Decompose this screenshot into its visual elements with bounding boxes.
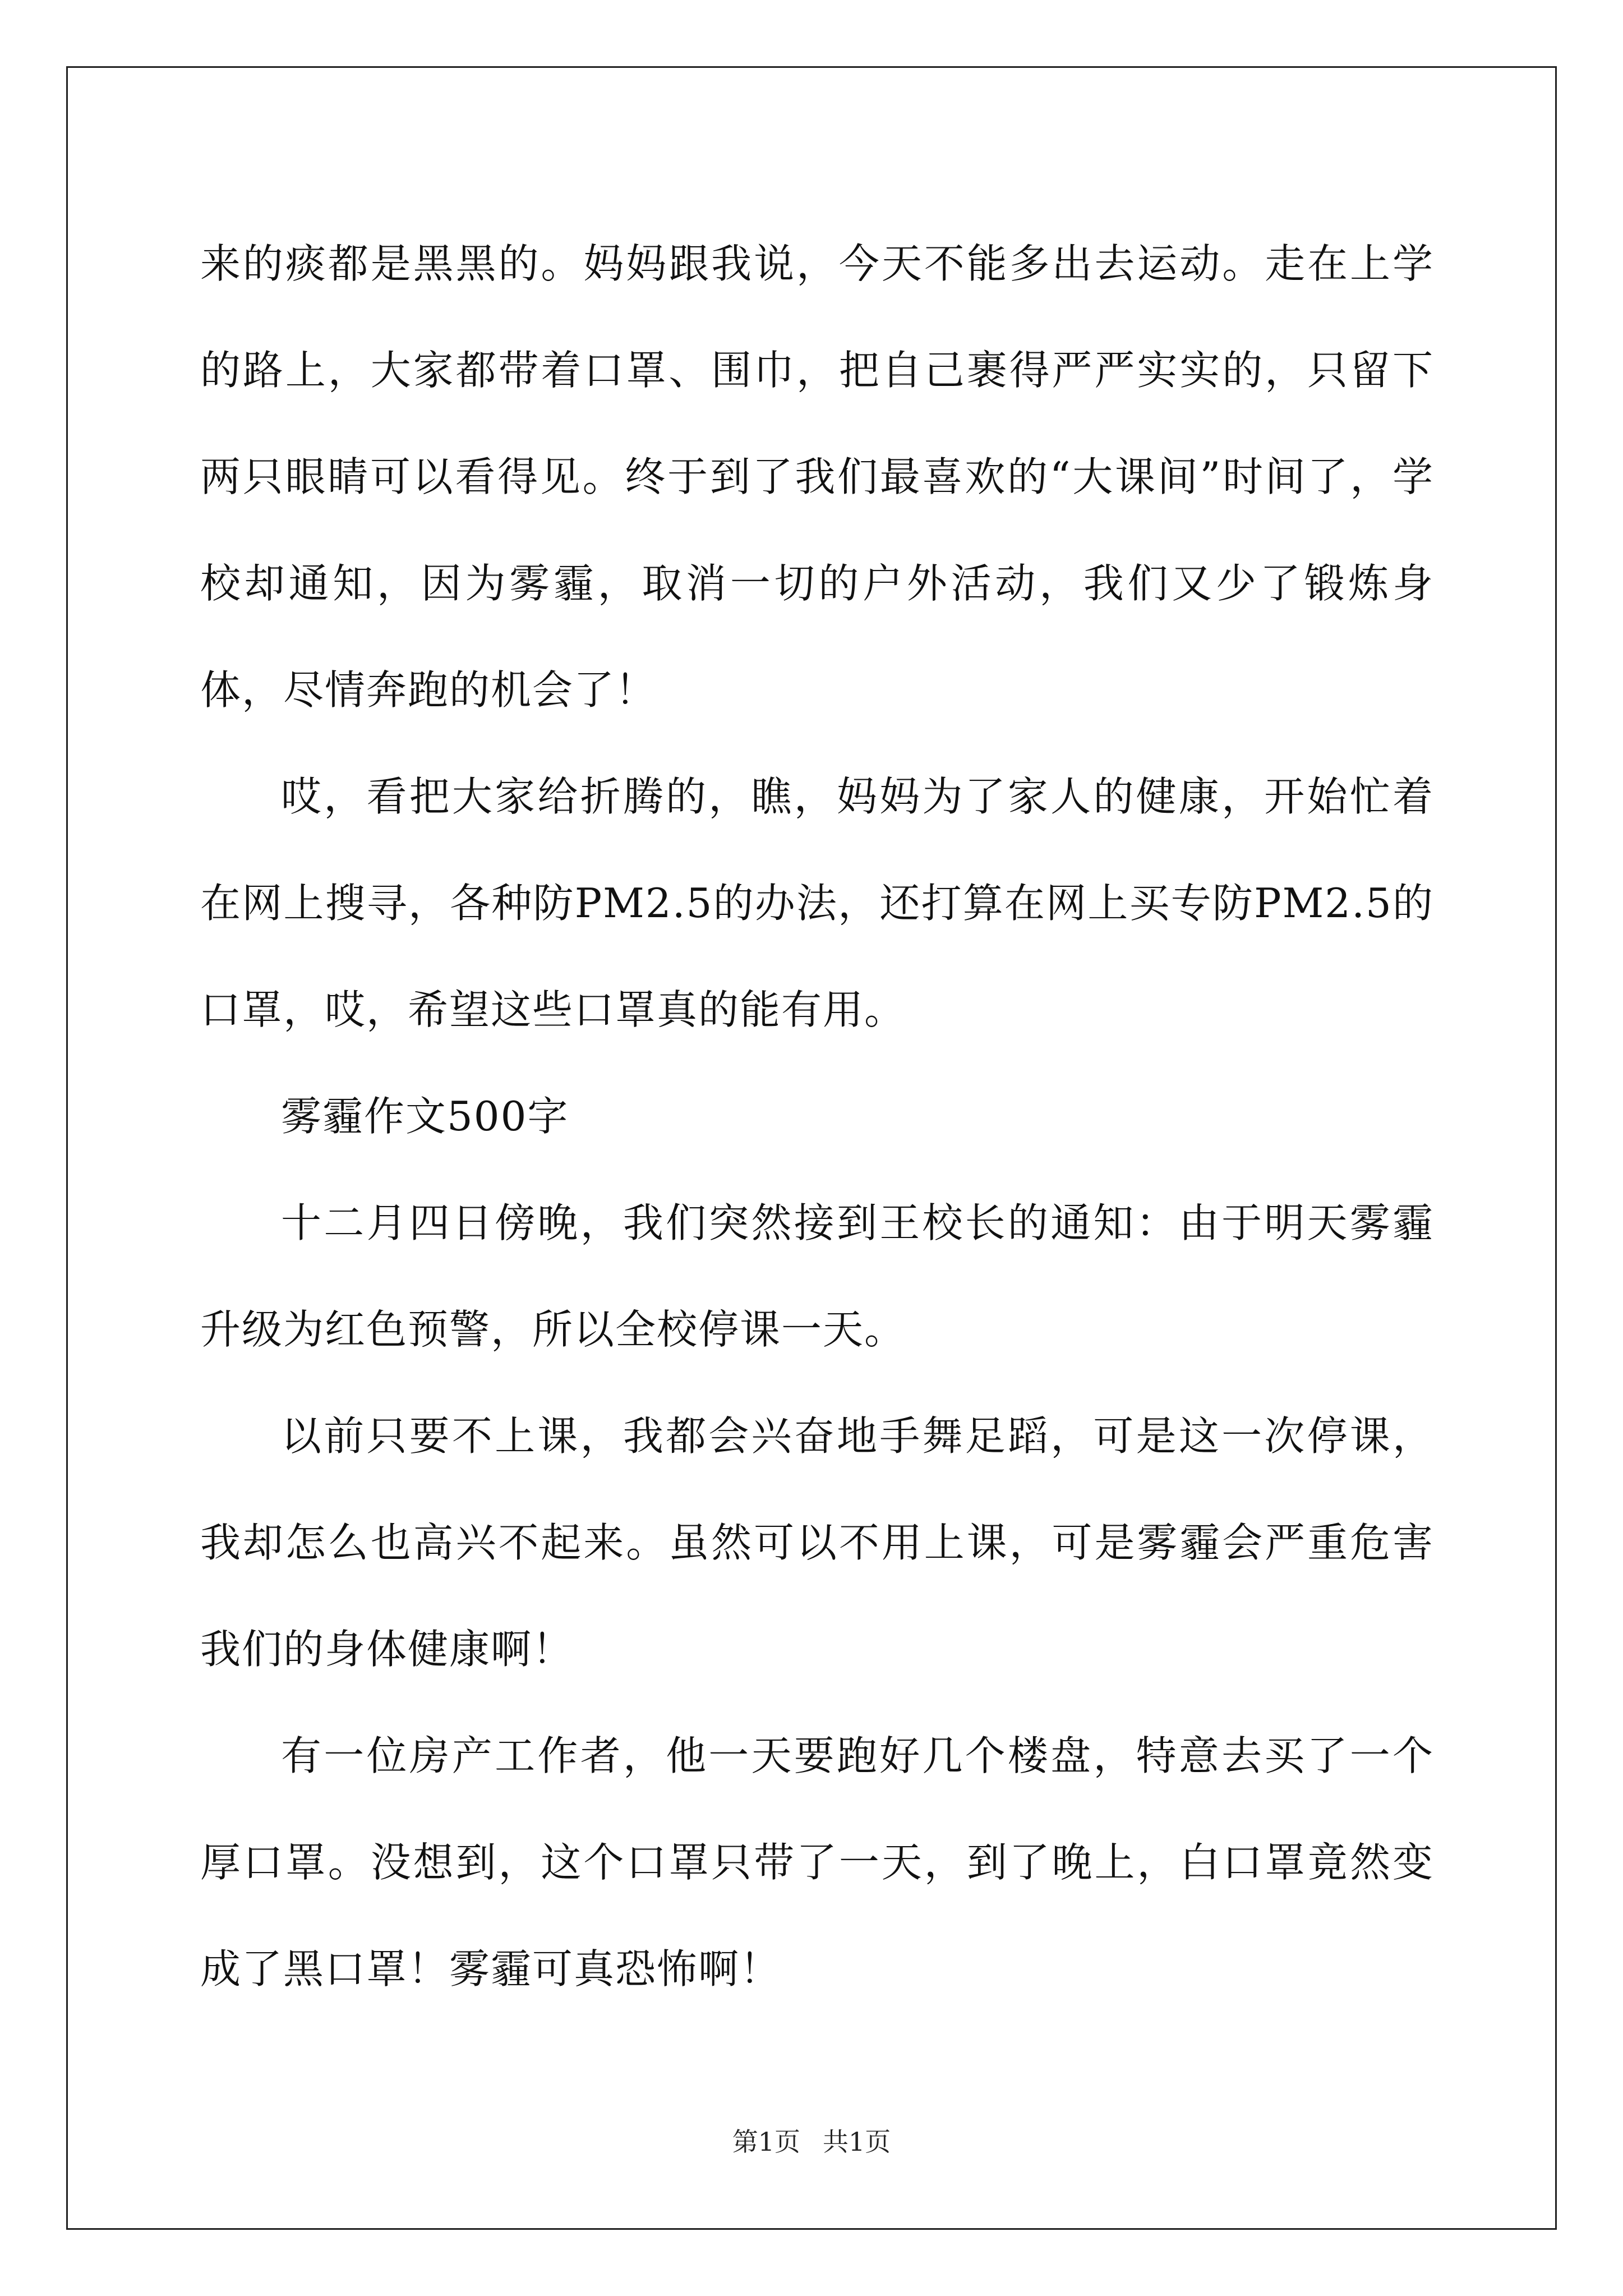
paragraph-5: 有一位房产工作者，他一天要跑好几个楼盘，特意去买了一个厚口罩。没想到，这个口罩只带了一天，到了晚上，白口罩竟然变成了黑口罩！雾霾可真恐怖啊！ [200, 1732, 1434, 1993]
page-footer [0, 2125, 1623, 2159]
section-heading: 雾霾作文500字 [281, 1093, 569, 1140]
paragraph-2: 哎，看把大家给折腾的，瞧，妈妈为了家人的健康，开始忙着在网上搜寻，各种防PM2.5的办法，还打算在网上买专防PM2.5的口罩，哎，希望这些口罩真的能有用。 [200, 773, 1434, 1033]
paragraph-4: 以前只要不上课，我都会兴奋地手舞足蹈，可是这一次停课，我却怎么也高兴不起来。虽然可以不用上课，可是雾霾会严重危害我们的身体健康啊！ [200, 1412, 1434, 1673]
page-total: 共1页 [823, 2127, 891, 2157]
document-body [200, 210, 1434, 2022]
page-number: 第1页 [732, 2127, 800, 2157]
paragraph-3: 十二月四日傍晚，我们突然接到王校长的通知：由于明天雾霾升级为红色预警，所以全校停课一天。 [200, 1199, 1434, 1353]
paragraph-1: 来的痰都是黑黑的。妈妈跟我说，今天不能多出去运动。走在上学的路上，大家都带着口罩、围巾，把自己裹得严严实实的，只留下两只眼睛可以看得见。终于到了我们最喜欢的“大课间”时间了，学校却通知，因为雾霾，取消一切的户外活动，我们又少了锻炼身体，尽情奔跑的机会了！ [200, 240, 1434, 714]
